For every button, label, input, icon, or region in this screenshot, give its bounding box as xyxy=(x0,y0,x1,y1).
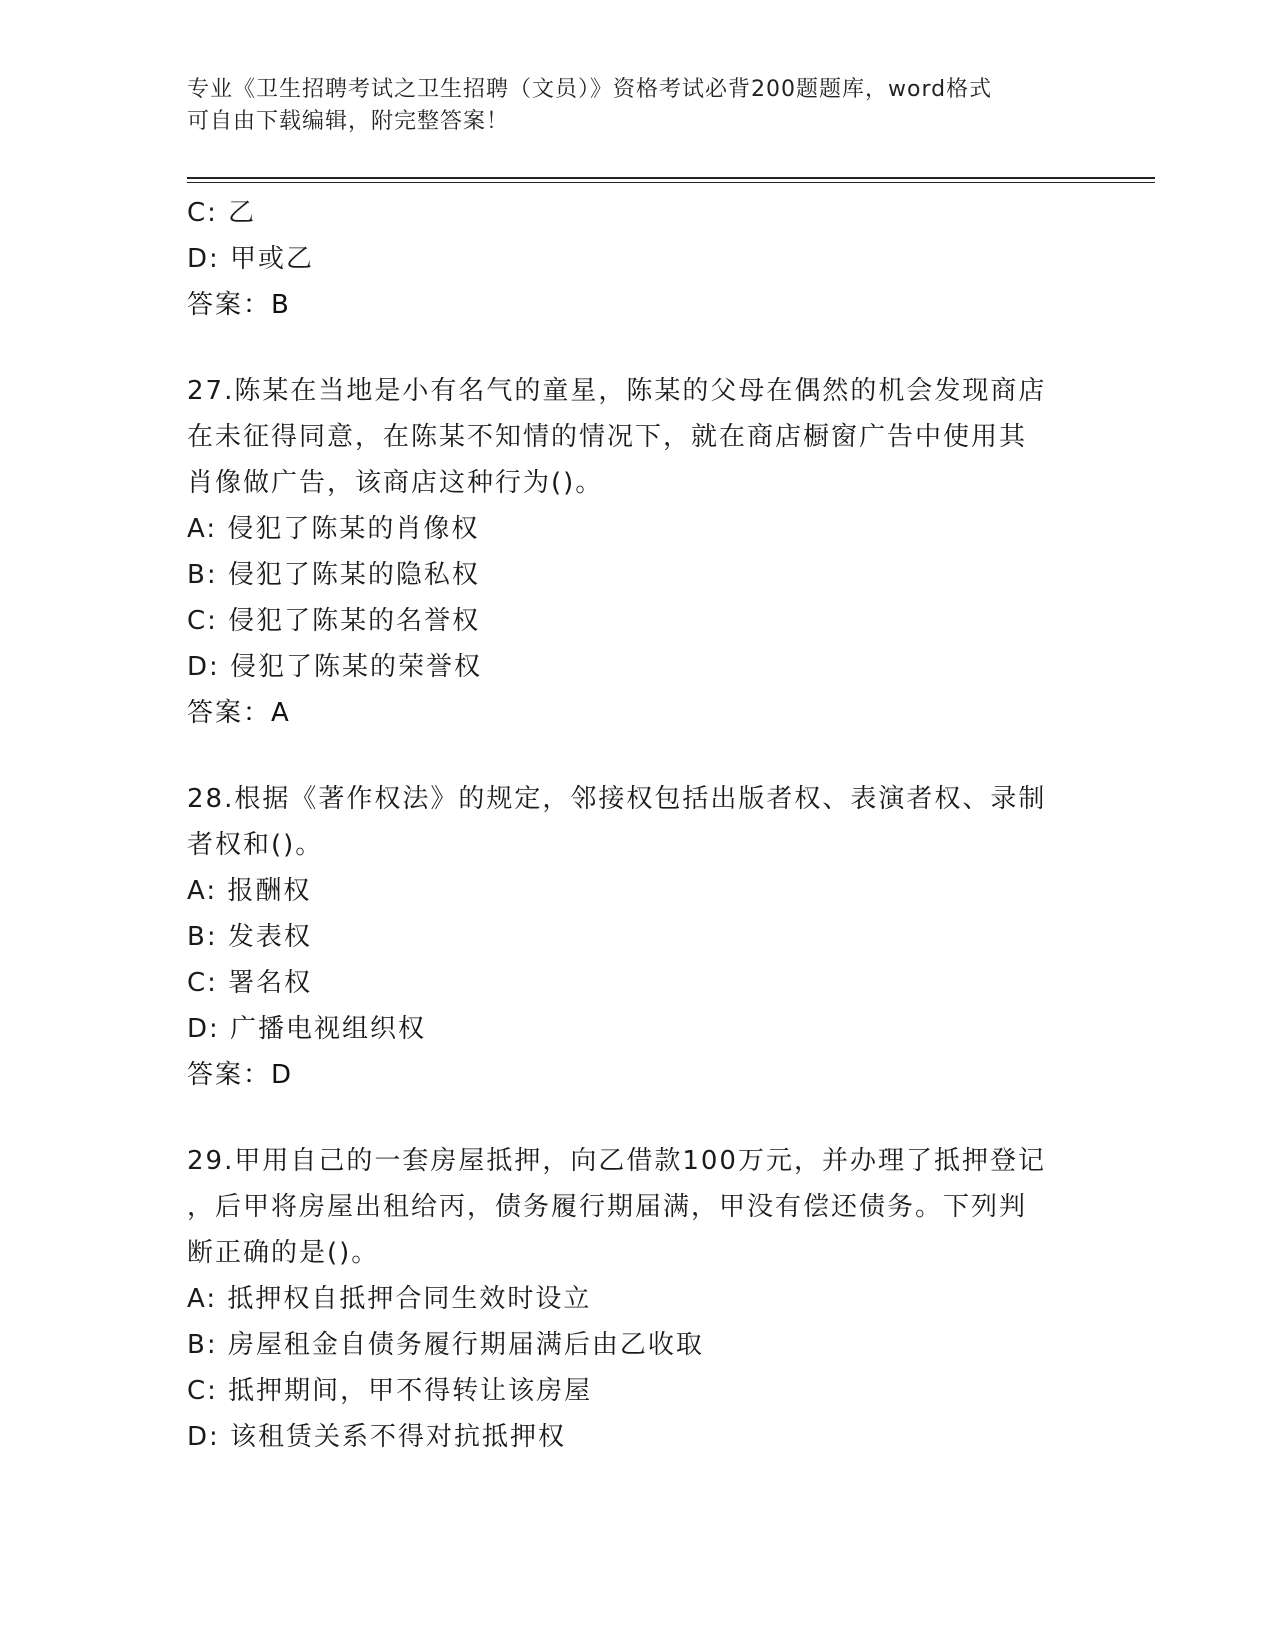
header-divider-thick xyxy=(187,177,1155,179)
spacer xyxy=(187,1098,1087,1138)
header-line-1: 专业《卫生招聘考试之卫生招聘（文员）》资格考试必背200题题库，word格式 xyxy=(187,77,993,102)
option-c: C: 抵押期间，甲不得转让该房屋 xyxy=(187,1376,593,1406)
document-header xyxy=(187,74,1087,138)
option-d: D: 该租赁关系不得对抗抵押权 xyxy=(187,1422,567,1452)
question-text-line: 28.根据《著作权法》的规定，邻接权包括出版者权、表演者权、录制 xyxy=(187,784,1047,814)
question-text-line: ，后甲将房屋出租给丙，债务履行期届满，甲没有偿还债务。下列判 xyxy=(187,1192,1028,1222)
question-text-line: 肖像做广告，该商店这种行为()。 xyxy=(187,468,604,498)
question-27 xyxy=(187,368,1087,736)
option-c: C: 乙 xyxy=(187,198,257,228)
question-28 xyxy=(187,776,1087,1098)
option-b: B: 侵犯了陈某的隐私权 xyxy=(187,560,480,590)
question-text-line: 27.陈某在当地是小有名气的童星，陈某的父母在偶然的机会发现商店 xyxy=(187,376,1047,406)
option-b: B: 发表权 xyxy=(187,922,312,952)
header-divider-thin xyxy=(187,182,1155,183)
spacer xyxy=(187,736,1087,776)
option-c: C: 侵犯了陈某的名誉权 xyxy=(187,606,481,636)
spacer xyxy=(187,328,1087,368)
question-text-line: 29.甲用自己的一套房屋抵押，向乙借款100万元，并办理了抵押登记 xyxy=(187,1146,1046,1176)
answer-label: 答案：A xyxy=(187,698,291,728)
option-b: B: 房屋租金自债务履行期届满后由乙收取 xyxy=(187,1330,704,1360)
question-text-line: 者权和()。 xyxy=(187,830,324,860)
option-a: A: 侵犯了陈某的肖像权 xyxy=(187,514,480,544)
answer-label: 答案：D xyxy=(187,1060,294,1090)
question-text-line: 断正确的是()。 xyxy=(187,1238,380,1268)
option-c: C: 署名权 xyxy=(187,968,313,998)
header-line-2: 可自由下载编辑，附完整答案！ xyxy=(187,109,510,134)
question-text-line: 在未征得同意，在陈某不知情的情况下，就在商店橱窗广告中使用其 xyxy=(187,422,1028,452)
answer-label: 答案：B xyxy=(187,290,291,320)
option-d: D: 甲或乙 xyxy=(187,244,315,274)
document-body xyxy=(187,190,1087,1460)
option-a: A: 报酬权 xyxy=(187,876,312,906)
option-a: A: 抵押权自抵押合同生效时设立 xyxy=(187,1284,592,1314)
question-29 xyxy=(187,1138,1087,1460)
option-d: D: 侵犯了陈某的荣誉权 xyxy=(187,652,483,682)
option-d: D: 广播电视组织权 xyxy=(187,1014,427,1044)
carryover-block xyxy=(187,190,1087,328)
